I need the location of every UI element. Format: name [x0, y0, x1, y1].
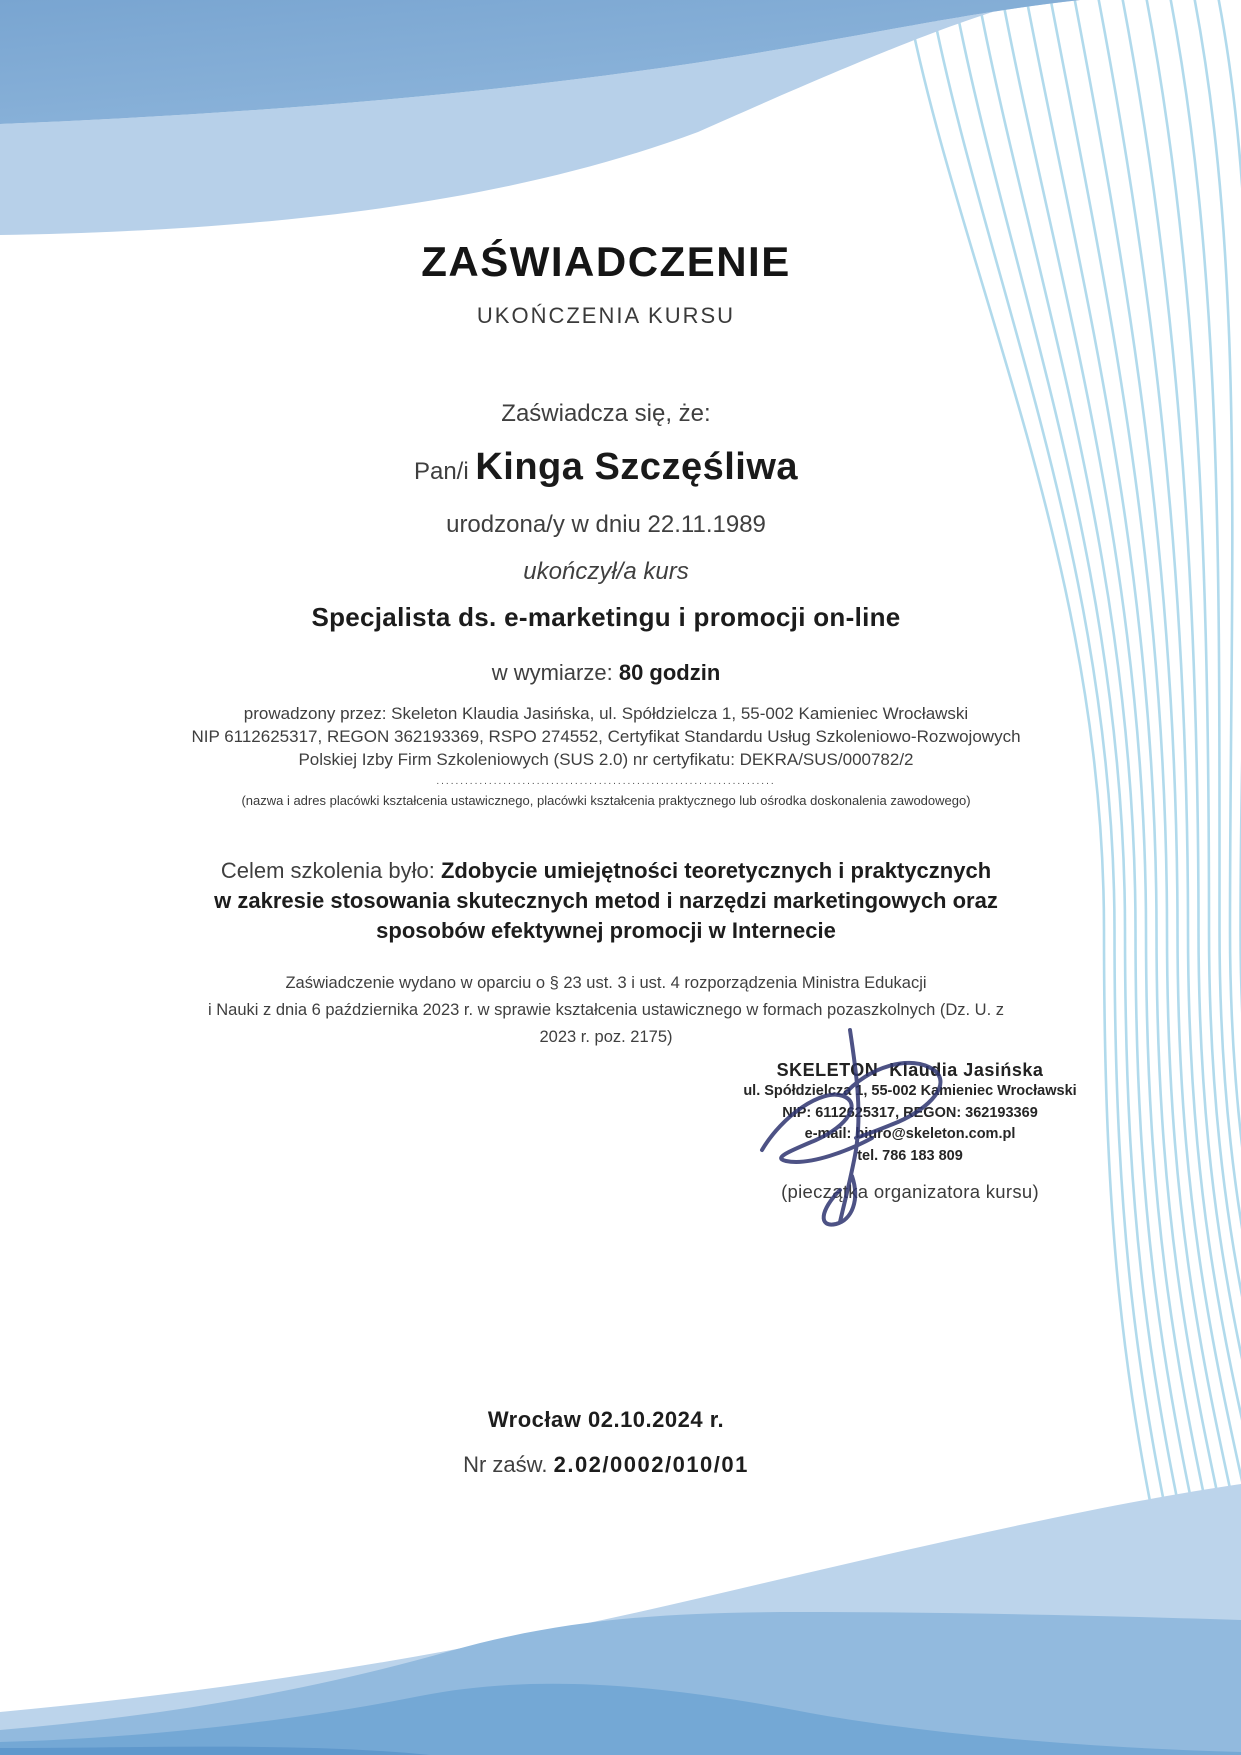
goal-line: sposobów efektywnej promocji w Internecie	[376, 918, 836, 943]
issue-place-date: Wrocław 02.10.2024 r.	[487, 1407, 725, 1432]
legal-line: i Nauki z dnia 6 października 2023 r. w sprawie kształcenia ustawicznego w formach pozaszkolnych (Dz. U. z	[207, 1001, 1005, 1019]
provider-line: Polskiej Izby Firm Szkoleniowych (SUS 2.0) nr certyfikatu: DEKRA/SUS/000782/2	[298, 750, 914, 769]
legal-line: Zaświadczenie wydano w oparciu o § 23 ust. 3 i ust. 4 rozporządzenia Ministra Edukacji	[285, 974, 927, 992]
handwritten-signature	[690, 1000, 1010, 1250]
legal-basis	[0, 970, 1212, 1051]
stamp-address: ul. Spółdzielcza 1, 55-002 Kamieniec Wrocławski	[743, 1083, 1077, 1099]
completion-line: ukończył/a kurs	[523, 558, 689, 585]
legal-line: 2023 r. poz. 2175)	[539, 1028, 673, 1046]
recipient-line	[0, 446, 1212, 489]
stamp-company: SKELETON Klaudia Jasińska	[776, 1060, 1044, 1080]
goal-label: Celem szkolenia było:	[220, 858, 435, 883]
statement-intro: Zaświadcza się, że:	[501, 400, 711, 427]
duration-label: w wymiarze:	[491, 660, 613, 685]
dotted-separator: .......................................................................	[436, 776, 776, 787]
provider-paragraph	[0, 702, 1212, 771]
course-title: Specjalista ds. e-marketingu i promocji on-line	[311, 602, 901, 632]
goal-line: w zakresie stosowania skutecznych metod i narzędzi marketingowych oraz	[214, 888, 998, 913]
recipient-name: Kinga Szczęśliwa	[475, 446, 799, 488]
duration-value: 80 godzin	[618, 660, 721, 685]
training-goal	[0, 856, 1212, 946]
certificate-title: ZAŚWIADCZENIE	[421, 238, 791, 285]
stamp-email: e-mail: biuro@skeleton.com.pl	[804, 1126, 1016, 1142]
certificate-number-line	[0, 1452, 1212, 1478]
honorific: Pan/i	[413, 458, 469, 485]
goal-line: Zdobycie umiejętności teoretycznych i praktycznych	[440, 858, 992, 883]
certificate-subtitle: UKOŃCZENIA KURSU	[476, 303, 736, 328]
duration-line	[0, 660, 1212, 686]
stamp-caption: (pieczątka organizatora kursu)	[781, 1181, 1039, 1202]
birth-date-line: urodzona/y w dniu 22.11.1989	[446, 511, 766, 538]
certificate-number-label: Nr zaśw.	[463, 1452, 548, 1477]
stamp-phone: tel. 786 183 809	[857, 1147, 963, 1164]
provider-line: NIP 6112625317, REGON 362193369, RSPO 274552, Certyfikat Standardu Usług Szkoleniowo-Rozwojowych	[191, 727, 1021, 746]
certificate-number: 2.02/0002/010/01	[553, 1452, 749, 1477]
stamp-registry: NIP: 6112625317, REGON: 362193369	[782, 1104, 1038, 1121]
provider-caption: (nazwa i adres placówki kształcenia ustawicznego, placówki kształcenia praktycznego lub ośrodka doskonalenia zawodowego)	[241, 793, 971, 808]
provider-line: prowadzony przez: Skeleton Klaudia Jasińska, ul. Spółdzielcza 1, 55-002 Kamieniec Wrocławski	[243, 704, 969, 723]
